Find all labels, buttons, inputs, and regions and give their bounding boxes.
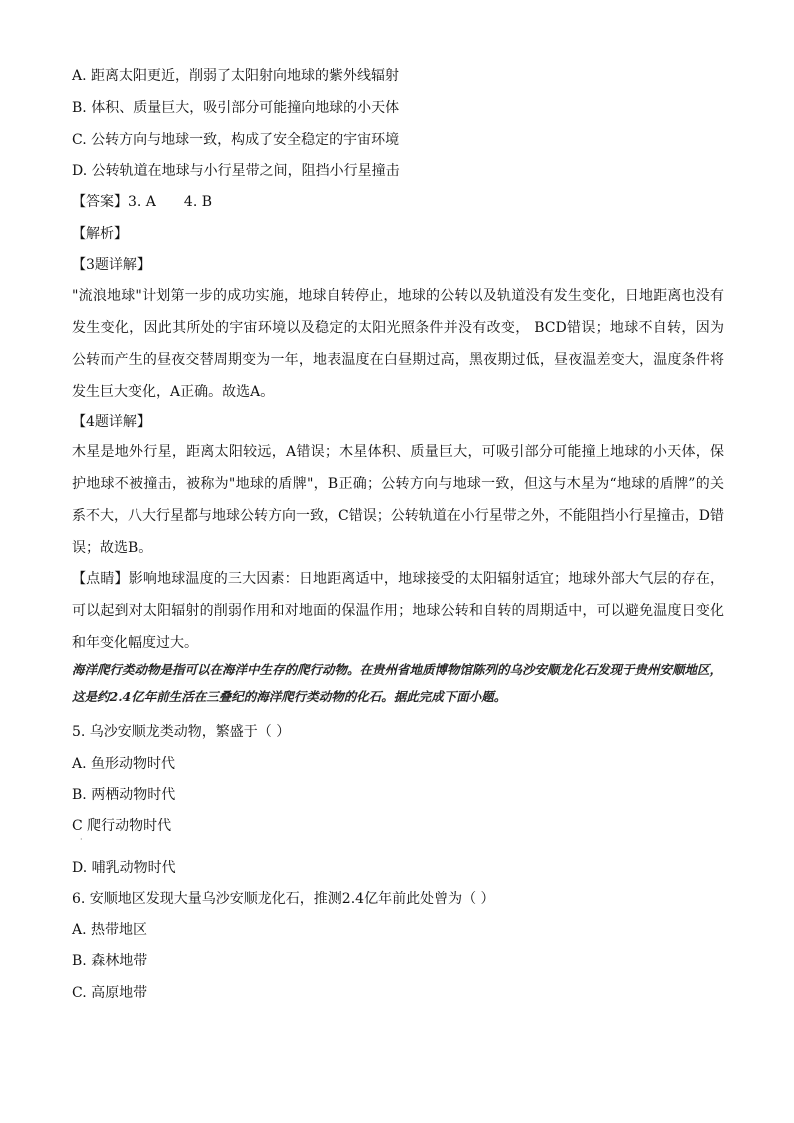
q5-stem: 5. 乌沙安顺龙类动物，繁盛于（ ） — [72, 724, 291, 740]
q5-option-a: A. 鱼形动物时代 — [72, 756, 176, 772]
q6-option-b: B. 森林地带 — [72, 953, 148, 969]
q4-option-b: B. 体积、质量巨大，吸引部分可能撞向地球的小天体 — [72, 100, 400, 116]
q5-option-d: D. 哺乳动物时代 — [72, 860, 176, 876]
tip-text: 【点睛】影响地球温度的三大因素：日地距离适中，地球接受的太阳辐射适宜；地球外部大气层的存在，可以起到对太阳辐射的削弱作用和对地面的保温作用；地球公转和自转的周期适中，可以避免温度日变化和年变化幅度过大。 — [72, 571, 724, 651]
q6-stem: 6. 安顺地区发现大量乌沙安顺龙化石，推测2.4亿年前此处曾为（ ） — [72, 891, 495, 907]
q3-detail-text: "流浪地球"计划第一步的成功实施，地球自转停止，地球的公转以及轨道没有发生变化，日地距离也没有发生变化，因此其所处的宇宙环境以及稳定的太阳光照条件并没有改变， BCD错误；地球不自转，因为公转而产生的昼夜交替周期变为一年，地表温度在白昼期过高，黑夜期过低，昼夜温差变大，温度条件将发生巨大变化，A正确。故选A。 — [72, 288, 724, 400]
q5-option-b: B. 两栖动物时代 — [72, 787, 176, 803]
q5-option-c: C 爬行动物时代 — [72, 818, 172, 834]
q3-detail-label: 【3题详解】 — [72, 257, 151, 273]
material-text: 海洋爬行类动物是指可以在海洋中生存的爬行动物。在贵州省地质博物馆陈列的乌沙安顺龙化石发现于贵州安顺地区，这是约2.4亿年前生活在三叠纪的海洋爬行类动物的化石。据此完成下面小题。 — [72, 662, 723, 704]
q4-option-c: C. 公转方向与地球一致，构成了安全稳定的宇宙环境 — [72, 132, 400, 148]
analysis-label: 【解析】 — [72, 226, 128, 242]
q6-option-c: C. 高原地带 — [72, 985, 148, 1001]
q4-option-d: D. 公转轨道在地球与小行星带之间，阻挡小行星撞击 — [72, 163, 400, 179]
q4-detail-text: 木星是地外行星，距离太阳较远，A错误；木星体积、质量巨大，可吸引部分可能撞上地球的小天体，保护地球不被撞击，被称为"地球的盾牌"，B正确；公转方向与地球一致，但这与木星为“地球的盾牌”的关系不大，八大行星都与地球公转方向一致，C错误；公转轨道在小行星带之外，不能阻挡小行星撞击，D错误；故选B。 — [72, 444, 724, 556]
q6-option-a: A. 热带地区 — [72, 922, 148, 938]
answer-line: 【答案】3. A 4. B — [72, 194, 213, 210]
q4-option-a: A. 距离太阳更近，削弱了太阳射向地球的紫外线辐射 — [72, 68, 400, 84]
stray-dot-mark: · — [80, 835, 83, 844]
q4-detail-label: 【4题详解】 — [72, 414, 151, 430]
